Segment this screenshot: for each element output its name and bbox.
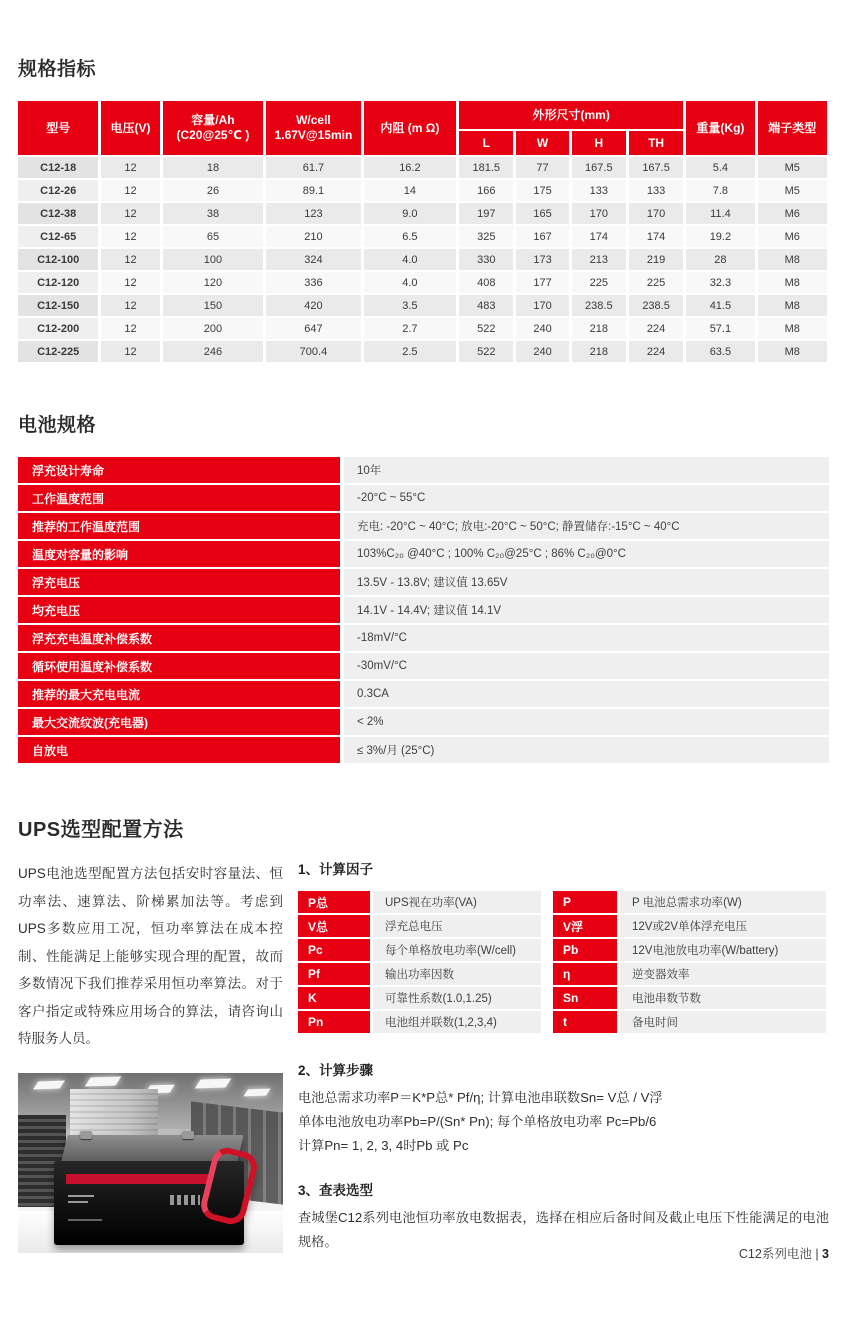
battery-spec-value: -30mV/°C: [344, 653, 829, 679]
spec-cell: 200: [163, 318, 264, 339]
ceiling-light: [195, 1078, 232, 1088]
factor-row: [298, 987, 541, 1009]
battery-product-photo: [18, 1073, 283, 1253]
spec-cell: 4.0: [364, 249, 456, 270]
spec-cell: M6: [758, 203, 827, 224]
battery-spec-row: [18, 653, 829, 679]
spec-cell: 61.7: [266, 157, 360, 178]
col-header-wcell-line1: W/cell: [296, 113, 331, 127]
spec-table-header: [18, 101, 827, 155]
spec-cell: 170: [629, 203, 683, 224]
spec-cell: 65: [163, 226, 264, 247]
factor-key: P总: [298, 891, 370, 913]
spec-cell: 41.5: [686, 295, 754, 316]
battery-spec-row: [18, 541, 829, 567]
spec-cell: 197: [459, 203, 513, 224]
spec-cell: 133: [572, 180, 626, 201]
factor-key: K: [298, 987, 370, 1009]
battery-spec-value: -20°C ~ 55°C: [344, 485, 829, 511]
battery-specs-list: [18, 457, 829, 763]
factor-row: [553, 1011, 826, 1033]
col-header-dim-th: TH: [629, 131, 683, 155]
spec-cell: M8: [758, 318, 827, 339]
factor-description: 浮充总电压: [373, 915, 541, 937]
ups-left-column: [18, 858, 283, 1254]
factor-row: [553, 987, 826, 1009]
battery-spec-row: [18, 681, 829, 707]
spec-cell: 324: [266, 249, 360, 270]
spec-cell: 12: [101, 226, 159, 247]
col-header-terminal: 端子类型: [758, 101, 827, 155]
spec-cell: 12: [101, 180, 159, 201]
battery-spec-value: ≤ 3%/月 (25°C): [344, 737, 829, 763]
spec-cell: 19.2: [686, 226, 754, 247]
ceiling-light: [85, 1076, 122, 1086]
col-header-voltage: 电压(V): [101, 101, 159, 155]
battery-spec-label: 均充电压: [18, 597, 340, 623]
spec-table: [15, 99, 830, 364]
model-cell: C12-225: [18, 341, 98, 362]
model-cell: C12-38: [18, 203, 98, 224]
col-header-capacity-line1: 容量/Ah: [191, 113, 235, 127]
spec-cell: 240: [516, 318, 568, 339]
spec-cell: M6: [758, 226, 827, 247]
spec-cell: 218: [572, 341, 626, 362]
footer-separator: |: [815, 1247, 819, 1261]
spec-cell: 218: [572, 318, 626, 339]
factor-key: t: [553, 1011, 617, 1033]
factor-description: 电池串数节数: [620, 987, 826, 1009]
battery-label-stripe: [66, 1174, 210, 1184]
spec-cell: 213: [572, 249, 626, 270]
page-footer: [739, 1244, 829, 1262]
factor-row: [553, 891, 826, 913]
col-header-dim-l: L: [459, 131, 513, 155]
model-cell: C12-150: [18, 295, 98, 316]
spec-table-row: [18, 203, 827, 224]
spec-cell: 57.1: [686, 318, 754, 339]
battery-terminal: [182, 1131, 194, 1139]
spec-table-row: [18, 295, 827, 316]
battery-label-icons: [170, 1195, 200, 1205]
battery-spec-value: 充电: -20°C ~ 40°C; 放电:-20°C ~ 50°C; 静置储存:-15°C ~ 40°C: [344, 513, 829, 539]
spec-cell: M8: [758, 341, 827, 362]
factor-key: V总: [298, 915, 370, 937]
spec-cell: 177: [516, 272, 568, 293]
battery-spec-label: 循环使用温度补偿系数: [18, 653, 340, 679]
battery-spec-row: [18, 597, 829, 623]
section-title-specs: 规格指标: [18, 59, 97, 80]
spec-cell: 12: [101, 295, 159, 316]
battery-spec-label: 温度对容量的影响: [18, 541, 340, 567]
factor-description: 12V电池放电功率(W/battery): [620, 939, 826, 961]
factor-key: Pc: [298, 939, 370, 961]
spec-cell: 77: [516, 157, 568, 178]
factor-description: 输出功率因数: [373, 963, 541, 985]
calc-step-line: 计算Pn= 1, 2, 3, 4时Pb 或 Pc: [298, 1137, 469, 1153]
spec-cell: 11.4: [686, 203, 754, 224]
battery-spec-label: 最大交流纹波(充电器): [18, 709, 340, 735]
battery-label-text: [68, 1201, 88, 1203]
battery-spec-row: [18, 457, 829, 483]
col-header-capacity-line2: (C20@25℃ ): [176, 128, 250, 142]
factor-row: [553, 963, 826, 985]
model-cell: C12-200: [18, 318, 98, 339]
calc-step-line: 单体电池放电功率Pb=P/(Sn* Pn); 每个单格放电功率 Pc=Pb/6: [298, 1113, 657, 1129]
model-cell: C12-65: [18, 226, 98, 247]
factor-row: [298, 963, 541, 985]
spec-cell: 522: [459, 341, 513, 362]
factors-title: 1、计算因子: [298, 862, 374, 877]
spec-cell: 167.5: [629, 157, 683, 178]
spec-cell: 238.5: [572, 295, 626, 316]
factor-description: 12V或2V单体浮充电压: [620, 915, 826, 937]
section-title-ups: UPS选型配置方法: [18, 819, 184, 841]
spec-cell: 238.5: [629, 295, 683, 316]
spec-cell: 483: [459, 295, 513, 316]
ups-intro-paragraph: UPS电池选型配置方法包括安时容量法、恒功率法、速算法、阶梯累加法等。考虑到UPS多数应用工况，恒功率算法在成本控制、性能满足上能够实现合理的配置，故而多数情况下我们推荐采用恒功率算法。对于客户指定或特殊应用场合的算法，请咨询山特服务人员。: [18, 866, 283, 1047]
factor-description: 每个单格放电功率(W/cell): [373, 939, 541, 961]
col-header-weight: 重量(Kg): [686, 101, 754, 155]
spec-cell: 12: [101, 203, 159, 224]
battery-spec-label: 浮充电压: [18, 569, 340, 595]
spec-table-row: [18, 157, 827, 178]
factor-key: Pn: [298, 1011, 370, 1033]
battery-spec-label: 自放电: [18, 737, 340, 763]
battery-spec-row: [18, 485, 829, 511]
spec-table-row: [18, 180, 827, 201]
spec-cell: 170: [516, 295, 568, 316]
col-header-model: 型号: [18, 101, 98, 155]
spec-cell: 219: [629, 249, 683, 270]
factor-row: [553, 915, 826, 937]
battery-spec-row: [18, 737, 829, 763]
battery-spec-value: 0.3CA: [344, 681, 829, 707]
spec-cell: 224: [629, 341, 683, 362]
ups-right-column: [298, 858, 829, 1254]
spec-cell: 150: [163, 295, 264, 316]
spec-cell: 12: [101, 249, 159, 270]
spec-cell: 12: [101, 272, 159, 293]
factor-description: 备电时间: [620, 1011, 826, 1033]
lookup-text: 查城堡C12系列电池恒功率放电数据表，选择在相应后备时间及截止电压下性能满足的电池规格。: [298, 1210, 829, 1250]
factor-row: [298, 1011, 541, 1033]
model-cell: C12-100: [18, 249, 98, 270]
spec-cell: 120: [163, 272, 264, 293]
spec-table-body: [18, 157, 827, 362]
spec-cell: 167.5: [572, 157, 626, 178]
model-cell: C12-120: [18, 272, 98, 293]
footer-series: C12系列电池: [738, 1247, 812, 1261]
spec-cell: 224: [629, 318, 683, 339]
spec-cell: 5.4: [686, 157, 754, 178]
factor-key: Pf: [298, 963, 370, 985]
battery-terminal: [80, 1131, 92, 1139]
factor-row: [298, 891, 541, 913]
battery-spec-row: [18, 709, 829, 735]
spec-cell: 89.1: [266, 180, 360, 201]
spec-cell: 100: [163, 249, 264, 270]
factor-key: Pb: [553, 939, 617, 961]
spec-cell: 28: [686, 249, 754, 270]
spec-cell: 174: [572, 226, 626, 247]
spec-cell: 123: [266, 203, 360, 224]
spec-cell: 181.5: [459, 157, 513, 178]
battery-spec-value: 14.1V - 14.4V; 建议值 14.1V: [344, 597, 829, 623]
spec-cell: 2.5: [364, 341, 456, 362]
spec-cell: 700.4: [266, 341, 360, 362]
spec-table-row: [18, 249, 827, 270]
model-cell: C12-18: [18, 157, 98, 178]
factor-row: [298, 939, 541, 961]
factor-key: V浮: [553, 915, 617, 937]
battery-spec-value: 103%C₂₀ @40°C ; 100% C₂₀@25°C ; 86% C₂₀@0°C: [344, 541, 829, 567]
spec-cell: 12: [101, 157, 159, 178]
spec-cell: M5: [758, 180, 827, 201]
spec-table-row: [18, 226, 827, 247]
spec-cell: 522: [459, 318, 513, 339]
spec-cell: 32.3: [686, 272, 754, 293]
calc-steps-title: 2、计算步骤: [298, 1063, 374, 1078]
spec-cell: 170: [572, 203, 626, 224]
factor-description: 可靠性系数(1.0,1.25): [373, 987, 541, 1009]
factor-key: Sn: [553, 987, 617, 1009]
lookup-title: 3、查表选型: [298, 1183, 374, 1199]
spec-table-row: [18, 272, 827, 293]
spec-cell: M8: [758, 295, 827, 316]
battery-spec-label: 推荐的最大充电电流: [18, 681, 340, 707]
battery-spec-label: 推荐的工作温度范围: [18, 513, 340, 539]
spec-cell: 330: [459, 249, 513, 270]
factor-row: [298, 915, 541, 937]
spec-cell: 325: [459, 226, 513, 247]
col-header-capacity: [163, 101, 264, 155]
battery-label-text: [68, 1195, 94, 1197]
calc-steps: [298, 1086, 829, 1157]
spec-cell: 420: [266, 295, 360, 316]
battery-image: [54, 1135, 244, 1245]
spec-cell: 175: [516, 180, 568, 201]
spec-cell: 225: [629, 272, 683, 293]
spec-cell: 16.2: [364, 157, 456, 178]
spec-cell: 14: [364, 180, 456, 201]
spec-cell: 12: [101, 318, 159, 339]
battery-spec-row: [18, 625, 829, 651]
battery-label-text: [68, 1219, 102, 1221]
spec-cell: 225: [572, 272, 626, 293]
spec-cell: 26: [163, 180, 264, 201]
spec-cell: 18: [163, 157, 264, 178]
spec-cell: 166: [459, 180, 513, 201]
factor-row: [553, 939, 826, 961]
spec-table-row: [18, 318, 827, 339]
spec-cell: 174: [629, 226, 683, 247]
spec-cell: 336: [266, 272, 360, 293]
spec-cell: M8: [758, 249, 827, 270]
factor-description: 逆变器效率: [620, 963, 826, 985]
ups-columns: [18, 858, 829, 1254]
spec-cell: 408: [459, 272, 513, 293]
battery-spec-label: 工作温度范围: [18, 485, 340, 511]
spec-cell: 246: [163, 341, 264, 362]
col-header-dim-h: H: [572, 131, 626, 155]
spec-cell: 6.5: [364, 226, 456, 247]
spec-cell: 7.8: [686, 180, 754, 201]
col-header-dim-w: W: [516, 131, 568, 155]
battery-spec-label: 浮充充电温度补偿系数: [18, 625, 340, 651]
section-title-battery-specs: 电池规格: [18, 415, 97, 436]
spec-cell: 165: [516, 203, 568, 224]
spec-cell: 3.5: [364, 295, 456, 316]
battery-spec-value: -18mV/°C: [344, 625, 829, 651]
col-header-dimensions: 外形尺寸(mm): [459, 101, 683, 129]
spec-cell: 240: [516, 341, 568, 362]
spec-cell: 38: [163, 203, 264, 224]
spec-cell: 647: [266, 318, 360, 339]
spec-cell: M8: [758, 272, 827, 293]
spec-cell: 2.7: [364, 318, 456, 339]
battery-spec-row: [18, 513, 829, 539]
battery-spec-label: 浮充设计寿命: [18, 457, 340, 483]
factors-tables: [298, 891, 829, 1033]
spec-cell: 210: [266, 226, 360, 247]
spec-cell: 63.5: [686, 341, 754, 362]
spec-cell: 9.0: [364, 203, 456, 224]
spec-cell: M5: [758, 157, 827, 178]
model-cell: C12-26: [18, 180, 98, 201]
calc-step-line: 电池总需求功率P＝K*P总* Pf/η; 计算电池串联数Sn= V总 / V浮: [298, 1090, 663, 1105]
col-header-wcell-line2: 1.67V@15min: [274, 128, 353, 142]
factor-description: P 电池总需求功率(W): [620, 891, 826, 913]
spec-cell: 167: [516, 226, 568, 247]
factor-description: 电池组并联数(1,2,3,4): [373, 1011, 541, 1033]
battery-spec-row: [18, 569, 829, 595]
battery-spec-value: < 2%: [344, 709, 829, 735]
spec-cell: 133: [629, 180, 683, 201]
spec-table-row: [18, 341, 827, 362]
spec-cell: 12: [101, 341, 159, 362]
factor-description: UPS视在功率(VA): [373, 891, 541, 913]
factors-table-right: [553, 891, 826, 1033]
col-header-resistance: 内阻 (m Ω): [364, 101, 456, 155]
spec-cell: 4.0: [364, 272, 456, 293]
factor-key: η: [553, 963, 617, 985]
factors-table-left: [298, 891, 541, 1033]
spec-cell: 173: [516, 249, 568, 270]
footer-page-number: 3: [822, 1247, 829, 1261]
col-header-wcell: [266, 101, 360, 155]
battery-spec-value: 13.5V - 13.8V; 建议值 13.65V: [344, 569, 829, 595]
battery-spec-value: 10年: [344, 457, 829, 483]
factor-key: P: [553, 891, 617, 913]
